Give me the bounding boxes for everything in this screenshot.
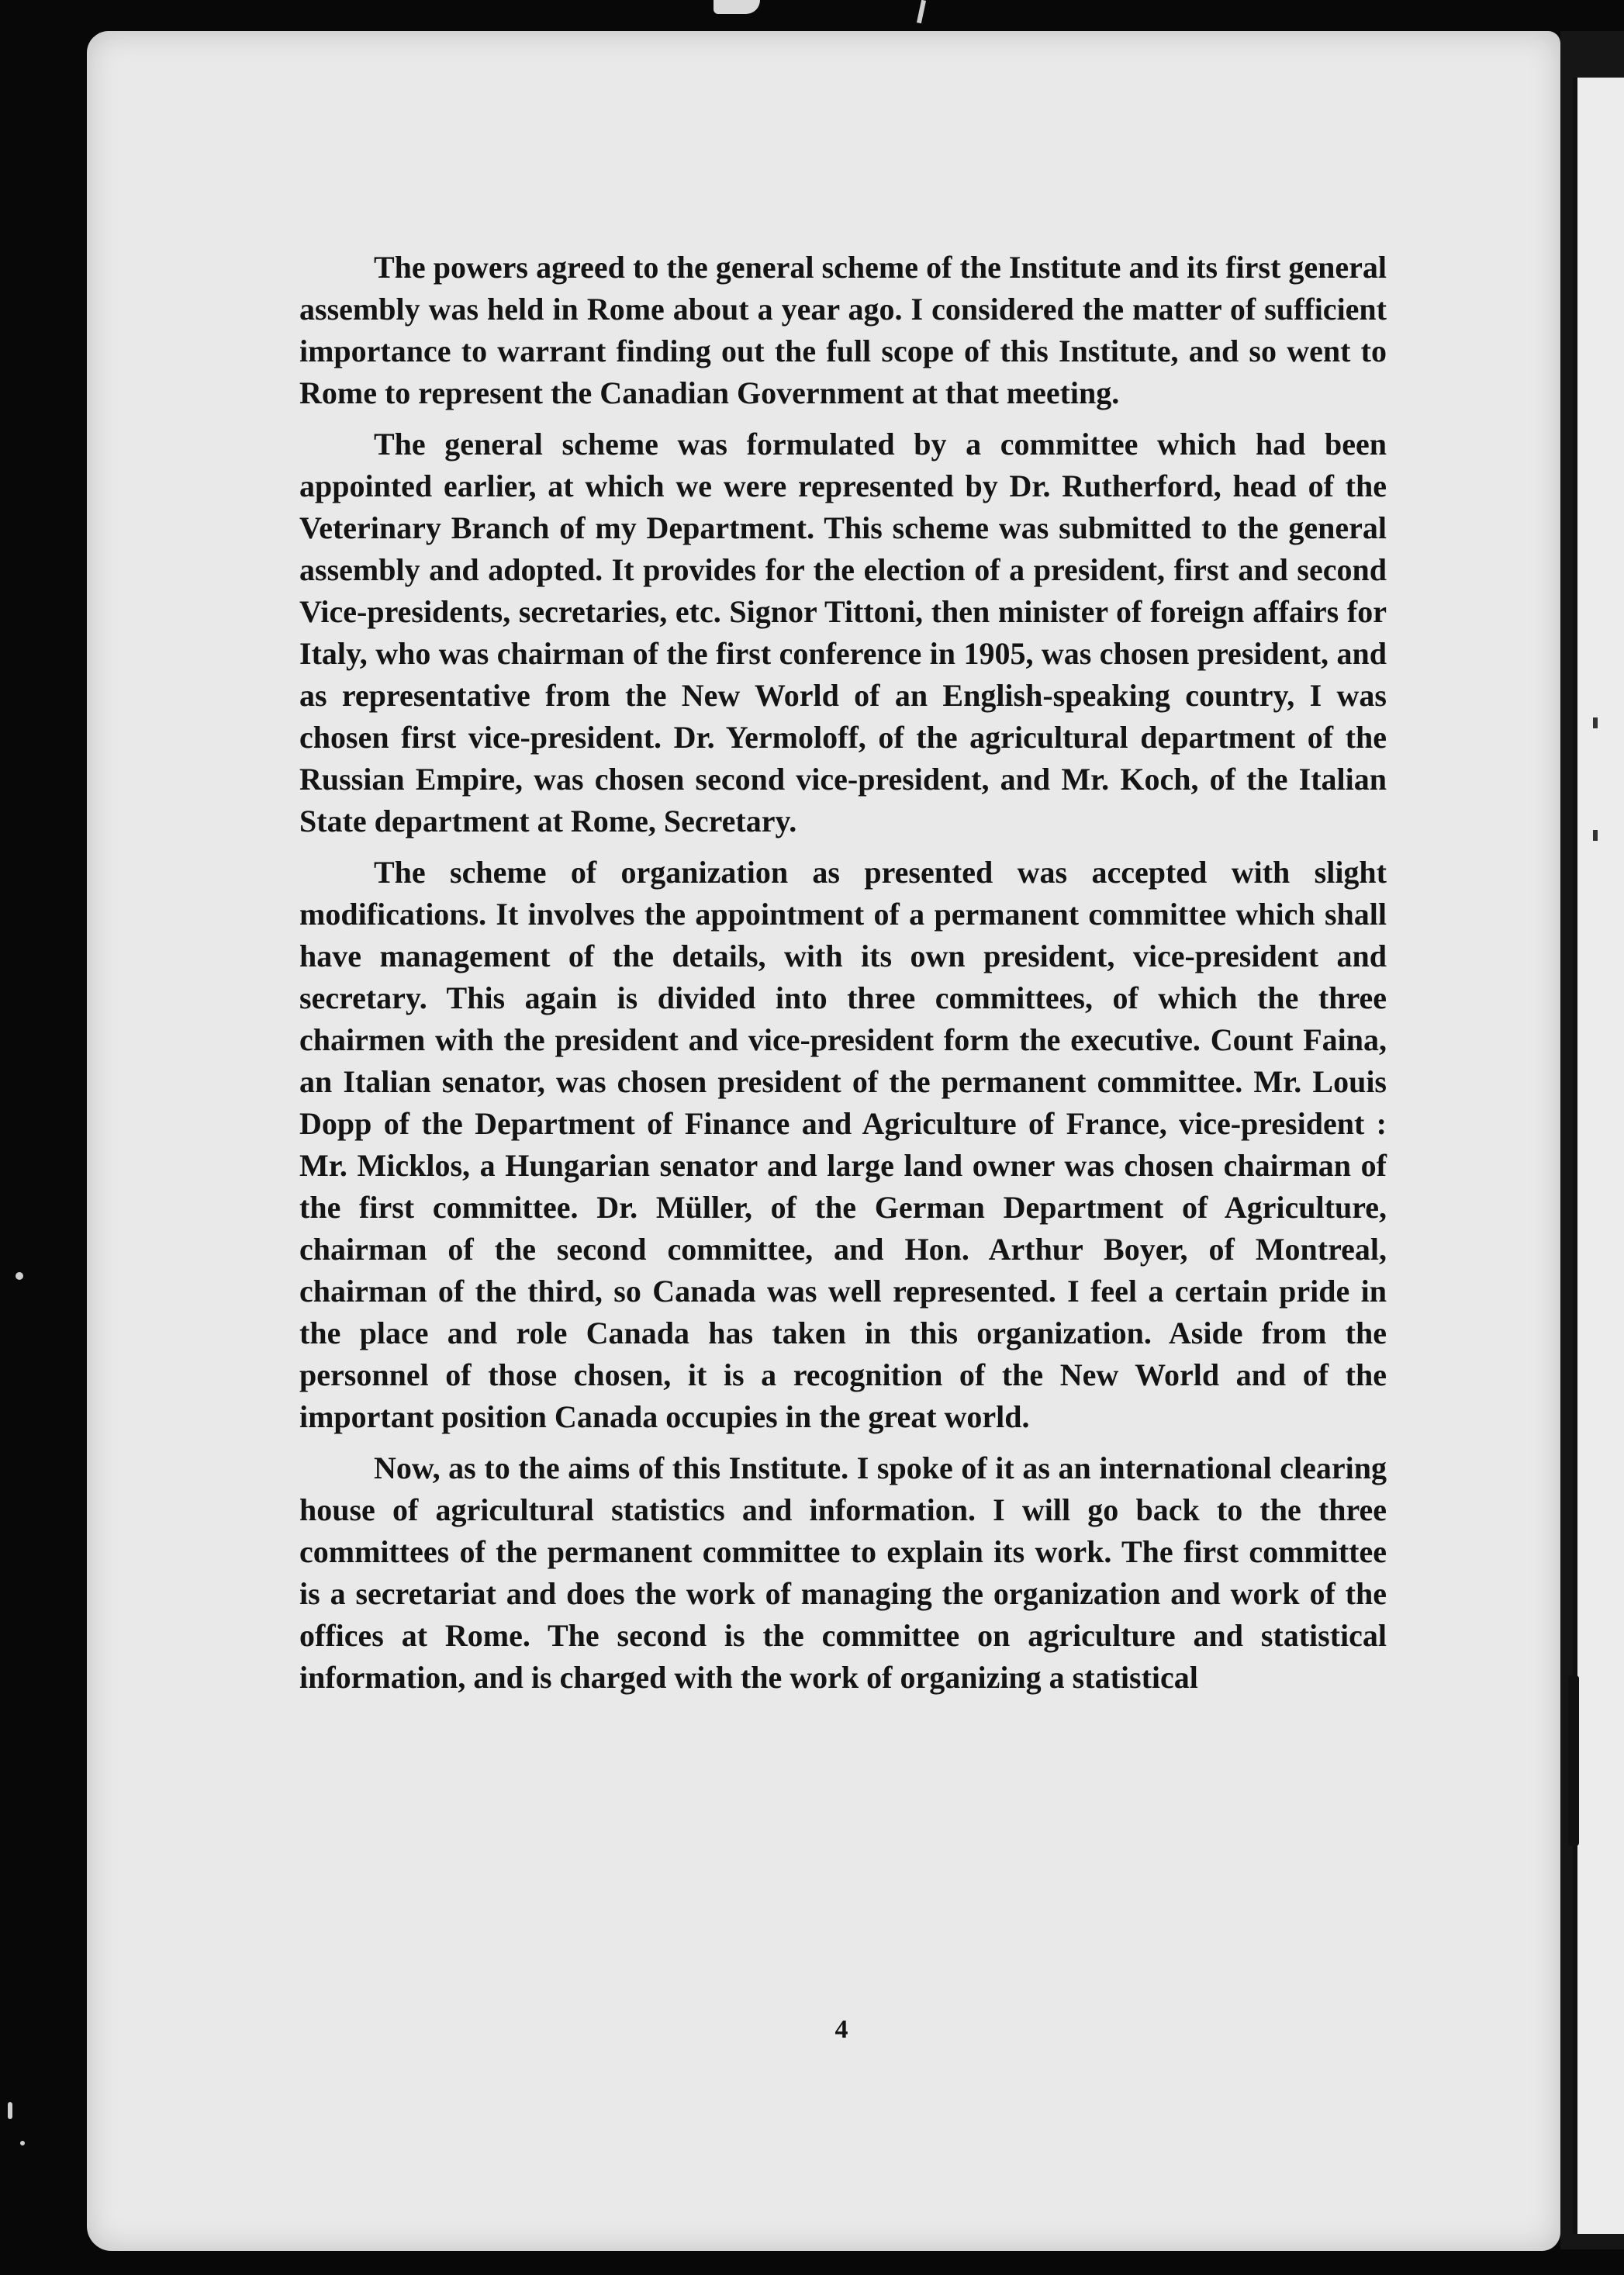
paragraph: The scheme of organization as presented was accepted with slight modifications. It involves the appointment of a permanent committee which shall have management of the details, with its own president, vice-president and secretary. This again is divided into three committees, of which the three chairmen with the president and vice-president form the executive. Count Faina, an Italian senator, was chosen president of the permanent committee. Mr. Louis Dopp of the Department of Finance and Agriculture of France, vice-president : Mr. Micklos, a Hungarian senator and large land owner was chosen chairman of the first committee. Dr. Müller, of the German Department of Agriculture, chairman of the second committee, and Hon. Arthur Boyer, of Montreal, chairman of the third, so Canada was well represented. I feel a certain pride in the place and role Canada has taken in this organization. Aside from the personnel of those chosen, it is a recognition of the New World and of the important position Canada occupies in the great world. <box>299 855 1387 1434</box>
next-page-strip <box>1573 78 1624 2234</box>
binding-mark <box>1568 1675 1579 1846</box>
paragraph: The powers agreed to the general scheme of the Institute and its first general assembly was held in Rome about a year ago. I considered the matter of sufficient importance to warrant finding out the full scope of this Institute, and so went to Rome to represent the Canadian Government at that meeting. <box>299 250 1387 410</box>
body-text <box>299 247 1387 1699</box>
next-page-edge <box>1560 31 1624 2249</box>
scan-artifact <box>1593 830 1598 841</box>
paragraph: Now, as to the aims of this Institute. I spoke of it as an international clearing house of agricultural statistics and information. I will go back to the three committees of the permanent committee to explain its work. The first committee is a secretariat and does the work of managing the organization and work of the offices at Rome. The second is the committee on agriculture and statistical information, and is charged with the work of organizing a statistical <box>299 1450 1387 1695</box>
paragraph: The general scheme was formulated by a committee which had been appointed earlier, at which we were represented by Dr. Rutherford, head of the Veterinary Branch of my Department. This scheme was submitted to the general assembly and adopted. It provides for the election of a president, first and second Vice-presidents, secretaries, etc. Signor Tittoni, then minister of foreign affairs for Italy, who was chairman of the first conference in 1905, was chosen president, and as representative from the New World of an English-speaking country, I was chosen first vice-president. Dr. Yermoloff, of the agricultural department of the Russian Empire, was chosen second vice-president, and Mr. Koch, of the Italian State department at Rome, Secretary. <box>299 427 1387 838</box>
page-number: 4 <box>834 2015 848 2044</box>
scan-artifact <box>1593 717 1598 728</box>
scan-artifact <box>714 0 760 14</box>
